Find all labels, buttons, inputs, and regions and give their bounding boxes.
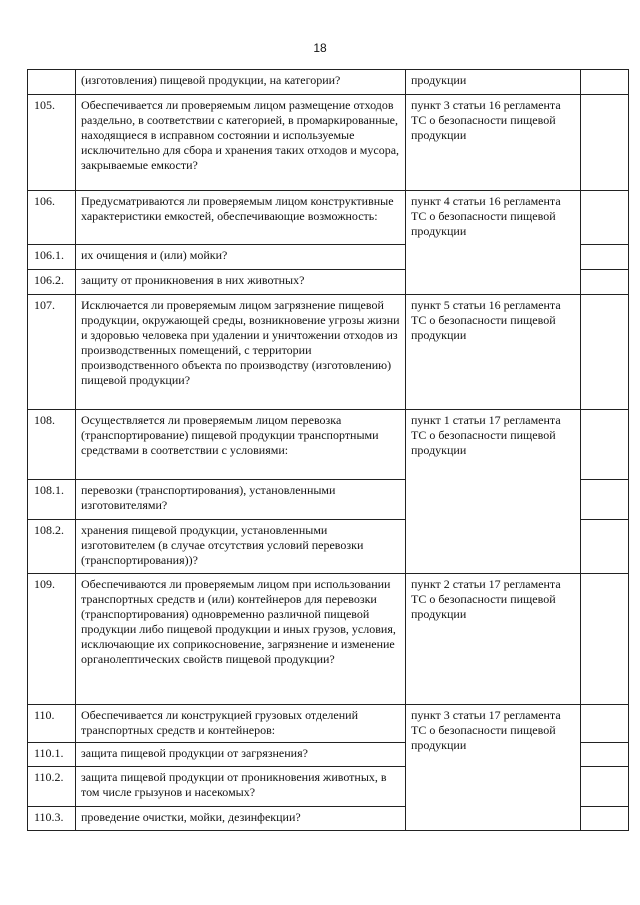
row-question: Предусматриваются ли проверяемым лицом конструктивные характеристики емкостей, обеспечивающие возможность:	[76, 191, 406, 245]
answer-cell[interactable]	[581, 191, 629, 245]
row-question: защиту от проникновения в них животных?	[76, 270, 406, 295]
row-legal-reference: пункт 1 статьи 17 регламента ТС о безопасности пищевой продукции	[406, 410, 581, 574]
answer-cell[interactable]	[581, 295, 629, 410]
row-question: Исключается ли проверяемым лицом загрязнение пищевой продукции, окружающей среды, возникновение угрозы жизни и здоровью человека при удалении и уничтожении отходов из производственных помещений, с территории производственного объекта по производству (изготовлению) пищевой продукции?	[76, 295, 406, 410]
row-number: 110.1.	[28, 743, 76, 767]
table-row	[28, 70, 629, 95]
row-legal-reference: пункт 4 статьи 16 регламента ТС о безопасности пищевой продукции	[406, 191, 581, 295]
row-number	[28, 70, 76, 95]
row-question: Осуществляется ли проверяемым лицом перевозка (транспортирование) пищевой продукции транспортными средствами в соответствии с условиями:	[76, 410, 406, 480]
table-row	[28, 410, 629, 480]
answer-cell[interactable]	[581, 270, 629, 295]
row-question: Обеспечивается ли конструкцией грузовых отделений транспортных средств и контейнеров:	[76, 705, 406, 743]
answer-cell[interactable]	[581, 705, 629, 743]
row-number: 106.	[28, 191, 76, 245]
row-number: 105.	[28, 95, 76, 191]
row-legal-reference: пункт 3 статьи 16 регламента ТС о безопасности пищевой продукции	[406, 95, 581, 191]
row-legal-reference: пункт 3 статьи 17 регламента ТС о безопасности пищевой продукции	[406, 705, 581, 831]
row-question: Обеспечиваются ли проверяемым лицом при использовании транспортных средств и (или) контейнеров для перевозки (транспортирования) одновременно различной пищевой продукции либо пищевой продукции и иных грузов, условия, исключающие их соприкосновение, загрязнение и изменение органолептических свойств пищевой продукции?	[76, 574, 406, 705]
row-question: защита пищевой продукции от загрязнения?	[76, 743, 406, 767]
row-question: Обеспечивается ли проверяемым лицом размещение отходов раздельно, в соответствии с категорией, в промаркированные, находящиеся в исправном состоянии и используемые исключительно для сбора и хранения таких отходов и мусора, закрываемые емкости?	[76, 95, 406, 191]
table-row	[28, 574, 629, 705]
answer-cell[interactable]	[581, 245, 629, 270]
row-question: проведение очистки, мойки, дезинфекции?	[76, 807, 406, 831]
row-question: их очищения и (или) мойки?	[76, 245, 406, 270]
checklist-table	[27, 69, 628, 831]
row-question: хранения пищевой продукции, установленными изготовителем (в случае отсутствия условий перевозки (транспортирования))?	[76, 520, 406, 574]
answer-cell[interactable]	[581, 70, 629, 95]
row-number: 110.2.	[28, 767, 76, 807]
answer-cell[interactable]	[581, 480, 629, 520]
row-number: 106.2.	[28, 270, 76, 295]
row-legal-reference: продукции	[406, 70, 581, 95]
row-number: 108.2.	[28, 520, 76, 574]
row-number: 107.	[28, 295, 76, 410]
table-row	[28, 95, 629, 191]
answer-cell[interactable]	[581, 807, 629, 831]
row-question: перевозки (транспортирования), установленными изготовителями?	[76, 480, 406, 520]
row-number: 108.1.	[28, 480, 76, 520]
answer-cell[interactable]	[581, 574, 629, 705]
table-row	[28, 191, 629, 245]
row-number: 110.3.	[28, 807, 76, 831]
answer-cell[interactable]	[581, 95, 629, 191]
row-number: 108.	[28, 410, 76, 480]
row-number: 106.1.	[28, 245, 76, 270]
table-row	[28, 295, 629, 410]
row-question: (изготовления) пищевой продукции, на категории?	[76, 70, 406, 95]
row-number: 110.	[28, 705, 76, 743]
row-question: защита пищевой продукции от проникновения животных, в том числе грызунов и насекомых?	[76, 767, 406, 807]
page-number: 18	[313, 41, 327, 55]
table-row	[28, 705, 629, 743]
row-legal-reference: пункт 2 статьи 17 регламента ТС о безопасности пищевой продукции	[406, 574, 581, 705]
row-number: 109.	[28, 574, 76, 705]
answer-cell[interactable]	[581, 520, 629, 574]
answer-cell[interactable]	[581, 767, 629, 807]
row-legal-reference: пункт 5 статьи 16 регламента ТС о безопасности пищевой продукции	[406, 295, 581, 410]
answer-cell[interactable]	[581, 743, 629, 767]
answer-cell[interactable]	[581, 410, 629, 480]
